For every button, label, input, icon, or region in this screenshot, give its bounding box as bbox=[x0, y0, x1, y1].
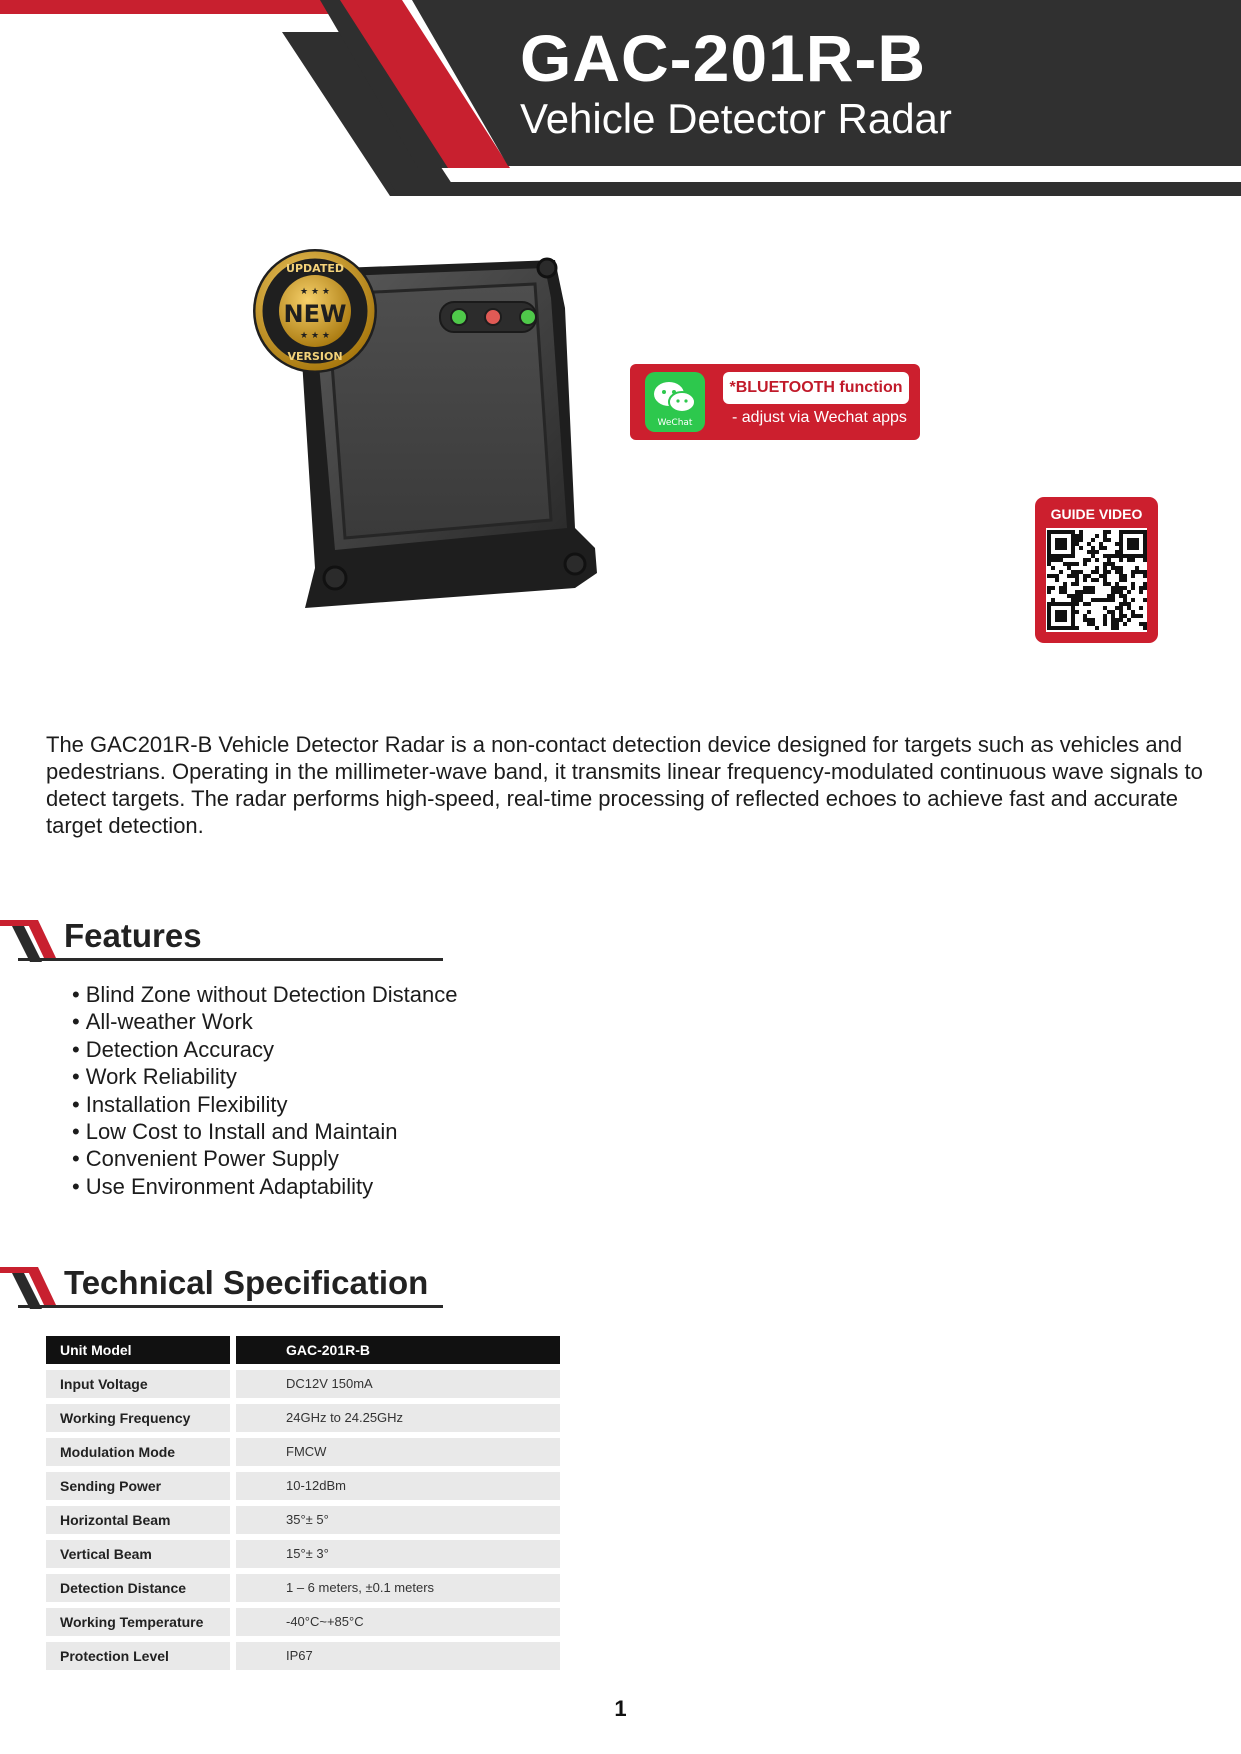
spec-label: Protection Level bbox=[46, 1642, 230, 1670]
page-number: 1 bbox=[614, 1696, 627, 1721]
bluetooth-callout bbox=[630, 364, 920, 440]
features-list bbox=[72, 981, 457, 1200]
badge-top-text: UPDATED bbox=[286, 262, 344, 275]
list-item: • Detection Accuracy bbox=[72, 1036, 457, 1063]
qr-code-icon[interactable] bbox=[1046, 528, 1147, 632]
svg-text:★ ★ ★: ★ ★ ★ bbox=[300, 287, 330, 297]
spec-label: Working Temperature bbox=[46, 1608, 230, 1636]
tech-spec-divider bbox=[18, 1305, 443, 1308]
list-item: • Use Environment Adaptability bbox=[72, 1173, 457, 1200]
wechat-label: WeChat bbox=[657, 418, 693, 428]
spec-label: Horizontal Beam bbox=[46, 1506, 230, 1534]
spec-value: FMCW bbox=[236, 1438, 560, 1466]
document-subtitle: Vehicle Detector Radar bbox=[520, 95, 952, 142]
list-item: • All-weather Work bbox=[72, 1008, 457, 1035]
document-title: GAC-201R-B bbox=[520, 21, 927, 95]
badge-bottom-text: VERSION bbox=[287, 350, 343, 363]
list-item: • Convenient Power Supply bbox=[72, 1145, 457, 1172]
spec-label: Input Voltage bbox=[46, 1370, 230, 1398]
badge-main-text: NEW bbox=[283, 300, 347, 328]
spec-value: 35°± 5° bbox=[236, 1506, 560, 1534]
spec-value: 10-12dBm bbox=[236, 1472, 560, 1500]
header-cell: Unit Model bbox=[46, 1336, 230, 1364]
spec-label: Vertical Beam bbox=[46, 1540, 230, 1568]
spec-label: Detection Distance bbox=[46, 1574, 230, 1602]
bluetooth-title: *BLUETOOTH function bbox=[723, 372, 909, 404]
list-item: • Low Cost to Install and Maintain bbox=[72, 1118, 457, 1145]
list-item: • Work Reliability bbox=[72, 1063, 457, 1090]
new-version-badge bbox=[253, 249, 377, 373]
svg-text:★ ★ ★: ★ ★ ★ bbox=[300, 331, 330, 341]
spec-value: 15°± 3° bbox=[236, 1540, 560, 1568]
spec-value: DC12V 150mA bbox=[236, 1370, 560, 1398]
intro-paragraph: The GAC201R-B Vehicle Detector Radar is a non-contact detection device designed for targets such as vehicles and pedestrians. Operating in the millimeter-wave band, it transmits linear frequency-modulated continuous wave signals to detect targets. The radar performs high-speed, real-time processing of reflected echoes to achieve fast and accurate target detection. bbox=[46, 732, 1203, 838]
spec-value: 24GHz to 24.25GHz bbox=[236, 1404, 560, 1432]
list-item: • Blind Zone without Detection Distance bbox=[72, 981, 457, 1008]
spec-value: 1 – 6 meters, ±0.1 meters bbox=[236, 1574, 560, 1602]
bluetooth-subtitle: - adjust via Wechat apps bbox=[732, 409, 907, 426]
spec-label: Working Frequency bbox=[46, 1404, 230, 1432]
guide-video-card[interactable] bbox=[1035, 497, 1158, 643]
header-cell: GAC-201R-B bbox=[236, 1336, 560, 1364]
product-image bbox=[245, 238, 665, 658]
spec-value: -40°C~+85°C bbox=[236, 1608, 560, 1636]
tech-spec-heading: Technical Specification bbox=[64, 1264, 429, 1301]
list-item: • Installation Flexibility bbox=[72, 1091, 457, 1118]
spec-value: IP67 bbox=[236, 1642, 560, 1670]
spec-label: Sending Power bbox=[46, 1472, 230, 1500]
guide-video-label: GUIDE VIDEO bbox=[1050, 506, 1143, 522]
features-heading: Features bbox=[64, 917, 202, 954]
spec-label: Modulation Mode bbox=[46, 1438, 230, 1466]
wechat-icon bbox=[645, 372, 705, 432]
features-divider bbox=[18, 958, 443, 961]
